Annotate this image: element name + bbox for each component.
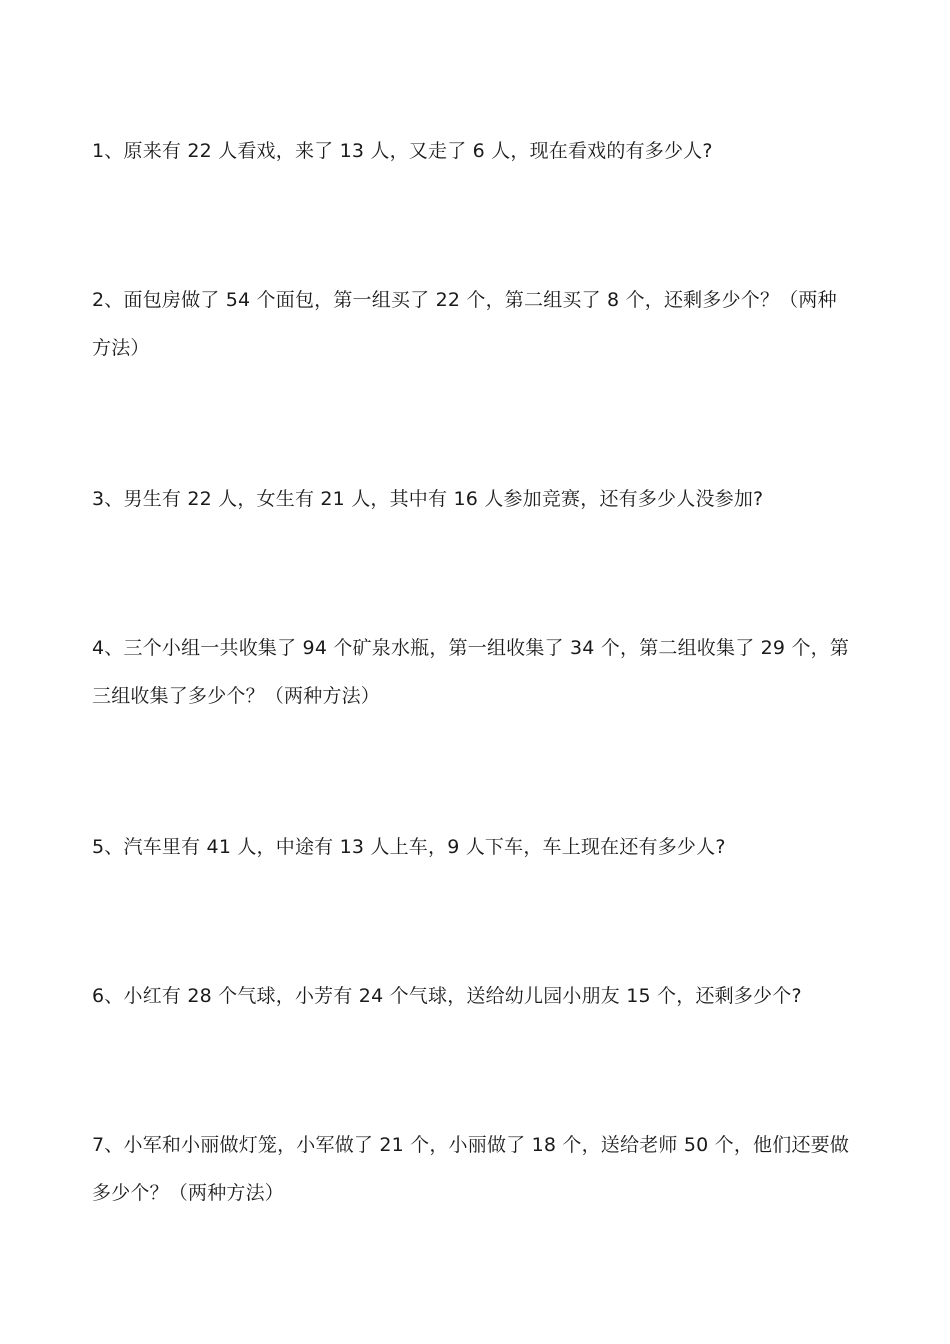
problem-7: 7、小军和小丽做灯笼，小军做了 21 个，小丽做了 18 个，送给老师 50 个，他们还要做多少个？（两种方法）: [92, 1134, 850, 1204]
problem-1: 1、原来有 22 人看戏，来了 13 人，又走了 6 人，现在看戏的有多少人?: [92, 140, 713, 162]
problem-2: 2、面包房做了 54 个面包，第一组买了 22 个，第二组买了 8 个，还剩多少个？（两种方法）: [92, 289, 837, 359]
problem-3: 3、男生有 22 人，女生有 21 人，其中有 16 人参加竞赛，还有多少人没参加?: [92, 488, 764, 510]
problem-5: 5、汽车里有 41 人，中途有 13 人上车，9 人下车，车上现在还有多少人?: [92, 836, 726, 858]
problem-6: 6、小红有 28 个气球，小芳有 24 个气球，送给幼儿园小朋友 15 个，还剩多少个?: [92, 985, 802, 1007]
problem-4: 4、三个小组一共收集了 94 个矿泉水瓶，第一组收集了 34 个，第二组收集了 29 个，第三组收集了多少个？（两种方法）: [92, 637, 850, 707]
